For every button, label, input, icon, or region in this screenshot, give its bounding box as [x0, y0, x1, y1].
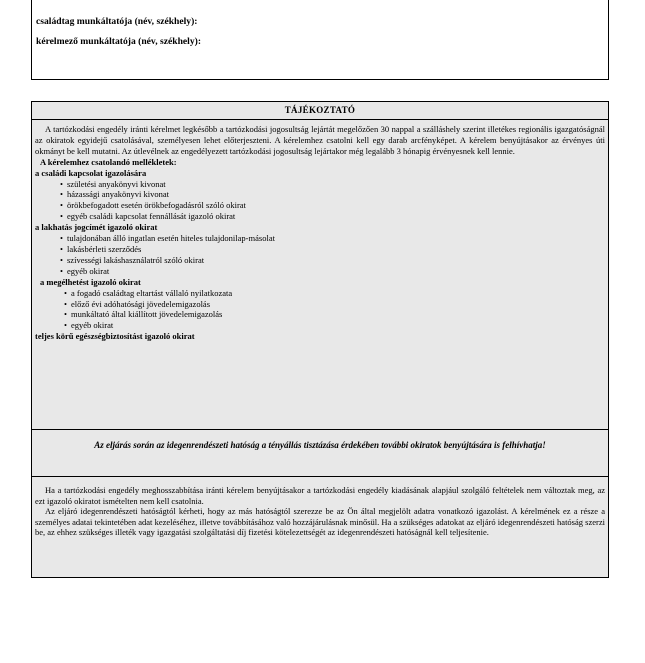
list-item: • tulajdonában álló ingatlan esetén hiteles tulajdonilap-másolat: [61, 233, 605, 244]
closing-paragraph-2: Az eljáró idegenrendészeti hatóságtól kérheti, hogy az más hatóságtól szerezze be az Ön által megjelölt adatra vonatkozó igazolást. A kérelmének ez a része a személyes adatai tekintetében adat kezeléséhez, illetve továbbításához való hozzájárulásnak minősül. Ha a szükséges adatokat az eljáró idegenrendészeti hatóság szerzi be, az ehhez szükséges illeték vagy igazgatási szolgáltatási díj fizetési kötelezettségét az idegenrendészeti hatóságnál kell teljesítenie.: [35, 506, 605, 538]
info-title: TÁJÉKOZTATÓ: [32, 102, 608, 120]
intro-paragraph: A tartózkodási engedély iránti kérelmet legkésőbb a tartózkodási jogosultság lejártát megelőzően 30 nappal a szálláshely szerint illetékes regionális igazgatóságnál az okiratok egyidejű csatolásával, személyesen lehet előterjeszteni. A kérelemhez csatolni kell egy darab arcfényképet. A kérelem benyújtásakor az érvényes úti okmányt be kell mutatni. Az útlevélnek az engedélyezett tartózkodási jogosultság lejártakor még legalább 3 hónapig érvényesnek kell lennie.: [35, 124, 605, 156]
information-box: [31, 101, 609, 578]
list-item: • munkáltató által kiállított jövedelemigazolás: [65, 309, 605, 320]
info-body: [32, 120, 608, 342]
employer-fields-box: [31, 0, 609, 80]
attachments-heading: A kérelemhez csatolandó mellékletek:: [40, 156, 177, 167]
family-documents-list: [35, 179, 605, 223]
list-item: • lakásbérleti szerződés: [61, 244, 605, 255]
list-item: • egyéb okirat: [65, 320, 605, 331]
list-item: • születési anyakönyvi kivonat: [61, 179, 605, 190]
livelihood-documents-list: [35, 288, 605, 332]
list-item: • a fogadó családtag eltartást vállaló nyilatkozata: [65, 288, 605, 299]
insurance-line: teljes körű egészségbiztosítást igazoló okirat: [35, 331, 195, 342]
list-item: • szívességi lakáshasználatról szóló okirat: [61, 255, 605, 266]
section-heading-family: a családi kapcsolat igazolására: [35, 167, 147, 178]
section-heading-housing: a lakhatás jogcímét igazoló okirat: [35, 222, 158, 233]
closing-section: [32, 485, 608, 538]
list-item: • egyéb családi kapcsolat fennállását igazoló okirat: [61, 211, 605, 222]
list-item: • előző évi adóhatósági jövedelemigazolás: [65, 299, 605, 310]
closing-paragraph-1: Ha a tartózkodási engedély meghosszabbítása iránti kérelem benyújtásakor a tartózkodási engedély kiadásának alapjául szolgáló feltételek nem változtak meg, az ezt igazoló okiratot ismételten nem kell csatolnia.: [35, 485, 605, 506]
notice-box: Az eljárás során az idegenrendészeti hatóság a tényállás tisztázása érdekében további okiratok benyújtására is felhívhatja!: [32, 429, 608, 477]
list-item: • örökbefogadott esetén örökbefogadásról szóló okirat: [61, 200, 605, 211]
section-heading-livelihood: a megélhetést igazoló okirat: [40, 276, 141, 287]
housing-documents-list: [35, 233, 605, 277]
family-employer-label: családtag munkáltatója (név, székhely):: [36, 16, 198, 27]
applicant-employer-label: kérelmező munkáltatója (név, székhely):: [36, 36, 202, 47]
list-item: • házassági anyakönyvi kivonat: [61, 189, 605, 200]
list-item: • egyéb okirat: [61, 266, 605, 277]
